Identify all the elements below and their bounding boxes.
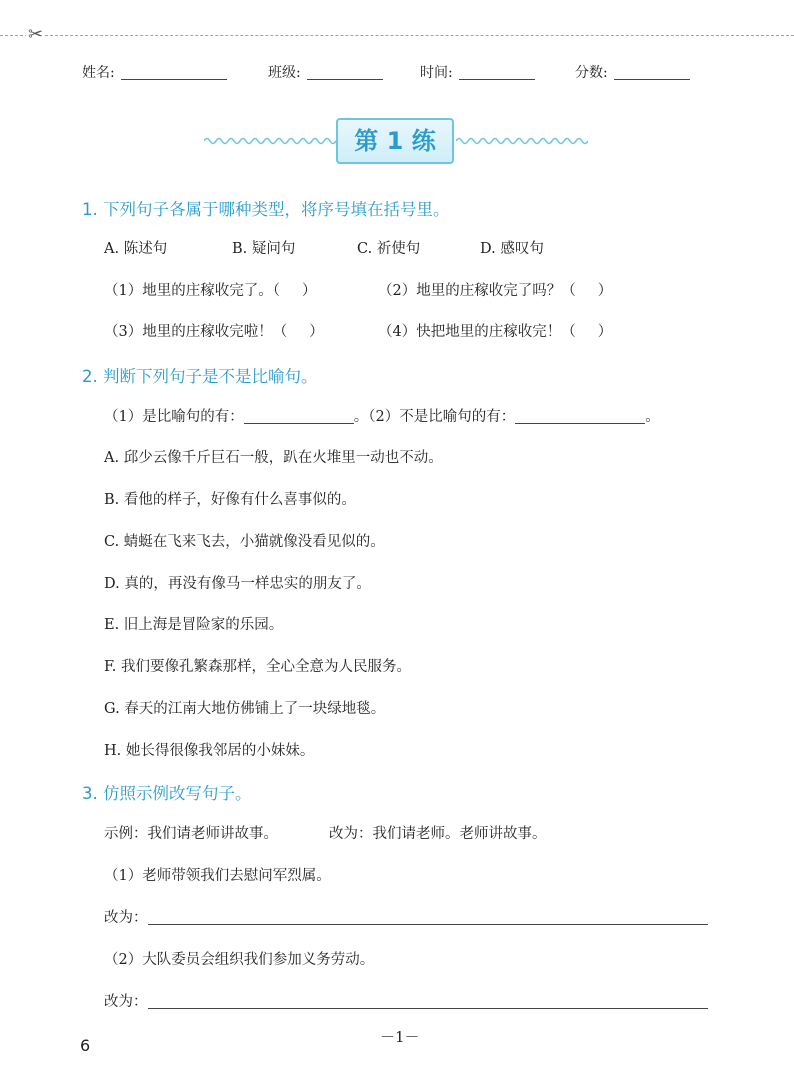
q3-rewrite-1	[104, 906, 708, 927]
left-wave-decoration	[204, 133, 336, 149]
q3-rewrite-2	[104, 990, 708, 1011]
q2-sentence-f: F. 我们要像孔繁森那样，全心全意为人民服务。	[104, 659, 412, 675]
q1-item-3-text: （3）地里的庄稼收完啦！（	[104, 324, 288, 340]
q2-sentence-c: C. 蜻蜓在飞来飞去，小猫就像没看见似的。	[104, 534, 385, 550]
q2-answer-end: 。	[645, 409, 660, 425]
cut-line	[0, 35, 794, 36]
class-blank[interactable]	[307, 65, 383, 80]
question-3-heading: 3. 仿照示例改写句子。	[82, 784, 252, 803]
q1-item-4-text: （4）快把地里的庄稼收完！（	[378, 324, 576, 340]
class-label: 班级:	[268, 65, 301, 81]
q2-sentence-a: A. 邱少云像千斤巨石一般，趴在火堆里一动也不动。	[104, 450, 443, 466]
name-blank[interactable]	[121, 65, 227, 80]
q2-answer-1-label: （1）是比喻句的有：	[104, 409, 244, 425]
q1-item-1-close: ）	[301, 283, 317, 299]
page-footer: －1－	[380, 1028, 420, 1046]
q1-item-4-close: ）	[597, 324, 613, 340]
q3-rewrite-1-blank[interactable]	[148, 909, 708, 925]
q3-rewrite-2-label: 改为：	[104, 994, 148, 1010]
q1-item-4[interactable]	[378, 320, 612, 341]
page-title: 第 1 练	[336, 118, 454, 164]
q3-item-1: （1）老师带领我们去慰问军烈属。	[104, 868, 331, 884]
q1-option-c: C. 祈使句	[357, 241, 421, 257]
q1-option-b: B. 疑问句	[232, 241, 296, 257]
q3-example: 示例：我们请老师讲故事。	[104, 826, 278, 842]
q3-rewrite-1-label: 改为：	[104, 910, 148, 926]
scissors-icon: ✂	[28, 24, 44, 45]
q2-sentence-h: H. 她长得很像我邻居的小妹妹。	[104, 743, 315, 759]
q1-item-1[interactable]	[104, 279, 316, 300]
q3-item-2: （2）大队委员会组织我们参加义务劳动。	[104, 952, 375, 968]
q1-item-2-text: （2）地里的庄稼收完了吗？（	[378, 283, 576, 299]
q2-answer-1-blank[interactable]	[244, 408, 354, 424]
right-wave-decoration	[456, 133, 588, 149]
q2-answer-2-label: 。（2）不是比喻句的有：	[353, 409, 516, 425]
name-field[interactable]	[82, 62, 227, 82]
q1-item-1-text: （1）地里的庄稼收完了。（	[104, 283, 280, 299]
score-blank[interactable]	[614, 65, 690, 80]
page-number: 6	[80, 1036, 91, 1055]
q1-item-3-close: ）	[309, 324, 324, 340]
time-field[interactable]	[420, 62, 535, 82]
q2-answer-line	[104, 405, 660, 426]
class-field[interactable]	[268, 62, 383, 82]
q3-example-answer: 改为：我们请老师。老师讲故事。	[329, 826, 547, 842]
question-1-heading: 1. 下列句子各属于哪种类型，将序号填在括号里。	[82, 200, 450, 219]
question-2-heading: 2. 判断下列句子是不是比喻句。	[82, 367, 318, 386]
q1-option-a: A. 陈述句	[104, 241, 168, 257]
q1-item-2[interactable]	[378, 279, 612, 300]
q1-option-d: D. 感叹句	[480, 241, 544, 257]
q2-answer-2-blank[interactable]	[515, 408, 645, 424]
q1-item-3[interactable]	[104, 320, 324, 341]
q2-sentence-e: E. 旧上海是冒险家的乐园。	[104, 617, 284, 633]
q2-sentence-d: D. 真的，再没有像马一样忠实的朋友了。	[104, 576, 371, 592]
name-label: 姓名:	[82, 65, 115, 81]
q1-item-2-close: ）	[597, 283, 613, 299]
score-field[interactable]	[575, 62, 690, 82]
time-label: 时间:	[420, 65, 453, 81]
time-blank[interactable]	[459, 65, 535, 80]
score-label: 分数:	[575, 65, 608, 81]
q2-sentence-g: G. 春天的江南大地仿佛铺上了一块绿地毯。	[104, 701, 386, 717]
q3-rewrite-2-blank[interactable]	[148, 993, 708, 1009]
q2-sentence-b: B. 看他的样子，好像有什么喜事似的。	[104, 492, 356, 508]
